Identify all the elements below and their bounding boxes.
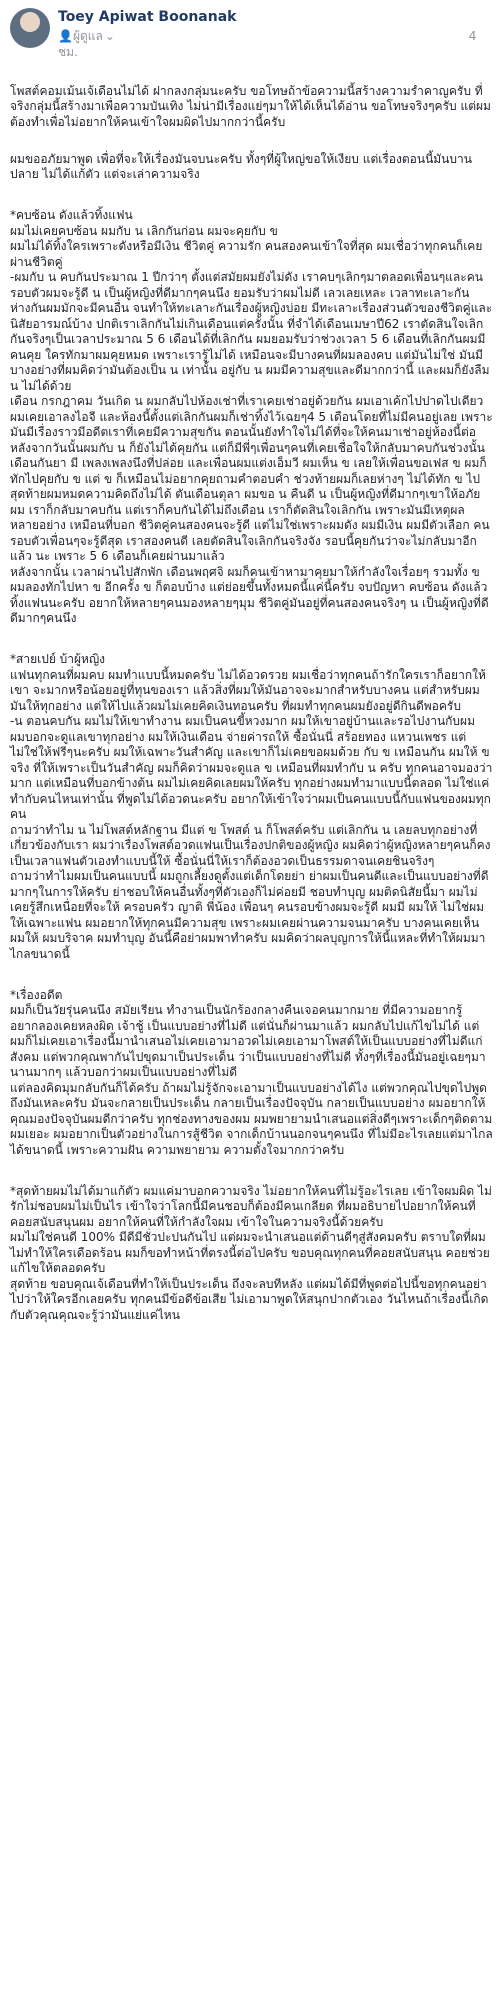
author-meta (58, 8, 493, 60)
admin-icon: 👤 (58, 29, 73, 43)
post-paragraph: โพสต์คอมเม้นเจ้เดือนไม่ได้ ฝากลงกลุ่มนะครับ ขอโทษถ้าข้อความนี้สร้างความรำคาญครับ ที่จริงกลุ่มนี้สร้างมาเพื่อความบันเทิง ไม่น่ามีเรื่องแย่ๆมาให้ได้เห็นได้อ่าน ขอโทษจริงๆครับ แต่ผมต้องทำเพื่อไม่อยากให้คนเข้าใจผมผิดไปมากกว่านี้ครับ (10, 83, 491, 129)
author-avatar[interactable] (10, 8, 50, 48)
post-paragraph: *คบซ้อน ดังแล้วทิ้งแฟน ผมไม่เคยคบซ้อน ผมกับ น เลิกกันก่อน ผมจะคุยกับ ข ผมไม่ได้ทิ้งใครเพราะดังหรือมีเงิน ชีวิตคู่ ความรัก คนสองคนเข้าใจที่สุด ผมเชื่อว่าทุกคนก็เคยผ่านชีวิตคู่ -ผมกับ น คบกันประมาณ 1 ปีกว่าๆ ตั้งแต่สมัยผมยังไม่ดัง เราคบๆเลิกๆมาตลอดเพื่อนๆและคนรอบตัวผมจะรู้ดี น เป็นผู้หญิงที่ดีมากๆคนนึง ยอมรับว่าผมไม่ดี เลวเลยเหละ เวลาทะเลาะกัน ห่างกันผมมักจะมีคนอื่น จนทำให้ทะเลาะกันเรื่องผู้หญิงบ่อย มีทะเลาะเรื่องส่วนตัวของชีวิตคู่และนิสัยอารมณ์บ้าง ปกติเราเลิกกันไม่เกินเดือนแต่ครั้งนั้น ที่จำได้เดือนเมษาปี62 เราตัดสินใจเลิกกันจริงๆเป็นเวลาประมาณ 5 6 เดือนได้ที่เลิกกัน ผมยอมรับว่าช่วงเวลา 5 6 เดือนที่เลิกกันผมมีคนคุย ใครทักมาผมคุยหมด เพราะเรารู้ไม่ได้ เหมือนจะมีบางคนที่ผมลองคบ แต่มันไม่ใช่ มันมีบางอย่างที่ผมคิดว่ามันต้องเป็น น เท่านั้น อยู่กับ น ผมมีความสุขและดีมากกว่านี้ และผมก็ยังลืม น ไม่ได้ด้วย เดือน กรกฎาคม วันเกิด น ผมกลับไปห้องเช่าที่เราเคยเช่าอยู่ด้วยกัน ผมเอาเค้กไปปาดไปเดียวผมเคยเอาลงไอจี และห้องนี้ตั้งแต่เลิกกันผมก็เช่าทิ้งไว้เฉยๆ4 5 เดือนโดยที่ไม่มีคนอยู่เลย เพราะมันมีเรื่องราวมีอดีตเราที่เคยมีความสุขกัน ตอนนั้นยังทำใจไม่ได้ที่จะให้คนมาเช่าอยู่ห้องนี้ต่อ หลังจากวันนั้นผมกับ น ก็ยังไม่ได้คุยกัน แต่ก็มีพี่ๆเพื่อนๆคนที่เคยเชื่อใจให้กลับมาคบกันช่วงนั้นเดือนกันยา มี เพลงเพลงนึงที่ปล่อย และเพื่อนผมแต่งเอ็มวี ผมเห็น ข เลยให้เพื่อนขอเฟส ข ผมก็ทักไปคุยกับ ข แต่ ข ก็เหมือนไม่อยากคุยถามคำตอบคำ ช่วงท้ายผมก็เลยห่างๆ ไม่ได้ทัก ข ไป สุดท้ายผมหมดความคิดถึงไม่ได้ ตันเดือนตุลา ผมขอ น คืนดี น เป็นผู้หญิงที่ดีมากๆเขาให้อภัยผม เราก็กลับมาคบกัน แต่เราก็คบกันได้ไม่ถึงเดือน เราก็ตัดสินใจเลิกกัน เพราะมันมีเหตุผลหลายอย่าง เหมือนที่บอก ชีวิตคู่คนสองคนจะรู้ดี แต่ไม่ใช่เพราะผมดัง ผมมีเงิน ผมมีตัวเลือก คนรอบตัวเพื่อนๆจะรู้ดีสุด เราสองคนดี เลยตัดสินใจเลิกกันจริงจัง รอบนี้คุยกันว่าจะไม่กลับมาอีกแล้ว นะ เพราะ 5 6 เดือนก็เคยผ่านมาแล้ว หลังจากนั้น เวลาผ่านไปสักพัก เดือนพฤศจิ ผมก็คนเข้าหามาคุยมาให้กำลังใจเรื่อยๆ รวมทั้ง ข ผมลองทักไปหา ข อีกครั้ง ข ก็ตอบบ้าง แต่ย่อยขึ้นทั้งหมดนี้แค่นี้ครับ จบปัญหา คบซ้อน ดังแล้วทิ้งแฟนนะครับ อยากให้หลายๆคนมองหลายๆมุม ชีวิตคู่มันอยู่ที่คนสองคนจริงๆ น เป็นผู้หญิงที่ดีดีมากๆคนนึง (10, 208, 493, 625)
role-badge (58, 28, 115, 44)
post-body (10, 68, 493, 1345)
author-subline (58, 28, 493, 60)
post-paragraph: *สายเปย์ บ้าผู้หญิง แฟนทุกคนที่ผมคบ ผมทำแบบนี้หมดครับ ไม่ได้อวดรวย ผมเชื่อว่าทุกคนถ้ารักใครเราก็อยากให้เขา จะมากหรือน้อยอยู่ที่ทุนของเรา แล้วสิ่งที่ผมให้มันอาจจะมากสำหรับบางคน แต่สำหรับผมมันให้ทุกอย่าง แต่ให้ไปแล้วผมไม่เคยคิดเงินทอนครับ ที่ผมทำทุกคนผมยังอยู่ดีกินดีพอครับ -น ตอนคบกัน ผมไม่ให้เขาทำงาน ผมเป็นคนขี้หวงมาก ผมให้เขาอยู่บ้านและรอไปงานกับผม ผมบอกจะดูแลเขาทุกอย่าง ผมให้เงินเดือน จ่ายค่ารถให้ ซื้อนั่นนี่ สร้อยทอง แหวนเพชร แต่ไม่ใช่ให้ฟรีๆนะครับ ผมให้เฉพาะวันสำคัญ และเขาก็ไม่เคยขอผมด้วย กับ ข เหมือนกัน ผมให้ ข จริง ที่ให้เพราะเป็นวันสำคัญ ผมก็คิดว่าผมจะดูแล ข เหมือนที่ผมทำกับ น ครับ ทุกคนอาจมองว่ามาก แต่เหมือนที่บอกข้างต้น ผมไม่เคยคิดเลยผมให้ครับ ทุกอย่างผมทำมาแบบนี้ตลอด ไม่ใช่แค่ทำกับคนไหนเท่านั้น ที่พูดไม่ได้อวดนะครับ อยากให้เข้าใจว่าผมเป็นคนแบบนี้กับแฟนของผมทุกคน ถามว่าทำไม น ไม่โพสต์หลักฐาน มีแต่ ข โพสต์ น ก็โพสต์ครับ แต่เลิกกัน น เลยลบทุกอย่างที่เกี่ยวข้องกับเรา ผมว่าเรื่องโพสต์อวดแฟนเป็นเรื่องปกติของผู้หญิง ผมคิดว่าผู้หญิงหลายๆคนก็คงเป็นเวลาแฟนตัวเองทำแบบนี้ให้ ซื้อนั่นนี่ให้เราก็ต้องอวดเป็นธรรมดาจนเคยชินจริงๆ ถามว่าทำไมผมเป็นคนแบบนี้ ผมถูกเลี้ยงดูตั้งแต่เด็กโดยย่า ย่าผมเป็นคนดีและเป็นแบบอย่างที่ดีมากๆในการให้ครับ ย่าชอบให้คนอื่นทั้งๆที่ตัวเองก็ไม่ค่อยมี ชอบทำบุญ ผมติดนิสัยนี้มา ผมไม่เคยรู้สึกเหนื่อยที่จะให้ ครอบครัว ญาติ พี่น้อง เพื่อนๆ คนรอบข้างผมจะรู้ดี ผมมี ผมให้ ไม่ใช่ผมให้เฉพาะแฟน ผมอยากให้ทุกคนมีความสุข เพราะผมเคยผ่านความจนมาครับ บางคนเคยเห็นผมให้ ผมบริจาค ผมทำบุญ อันนี้คือย่าผมพาทำครับ ผมคิดว่าผลบุญการให้นี้แหละที่ทำให้ผมมาไกลขนาดนี้ (10, 652, 493, 961)
author-name[interactable]: Toey Apiwat Boonanak (58, 9, 237, 25)
post-time[interactable]: 4 ชม. (58, 29, 477, 59)
post-header (10, 8, 493, 68)
post-paragraph: *สุดท้ายผมไม่ได้มาแก้ตัว ผมแค่มาบอกความจริง ไม่อยากให้คนที่ไม่รู้อะไรเลย เข้าใจผมผิด ไม่รักไม่ชอบผมไม่เป็นไร เข้าใจว่าโลกนี้มีคนชอบก็ต้องมีคนเกลียด ที่ผมอธิบายไปอยากให้คนที่คอยสนับสนุนผม อยากให้คนที่ให้กำลังใจผม เข้าใจในความจริงนี้ด้วยครับ ผมไม่ใช่คนดี 100% มีดีมีชั่วปะปนกันไป แต่ผมจะนำเสนอแต่ด้านดีๆสู่สังคมครับ ตราบใดที่ผมไม่ทำให้ใครเดือดร้อน ผมก็ขอทำหน้าที่ตรงนี้ต่อไปครับ ขอบคุณทุกคนที่คอยสนับสนุน คอยช่วยแก้ไขให้ตลอดครับ สุดท้าย ขอบคุณเจ้เดือนที่ทำให้เป็นประเด็น ถึงจะลบทีหลัง แต่ผมได้มีที่พูดต่อไปนี้ขอทุกคนอย่าไปว่าให้ใครอีกเลยครับ ทุกคนมีข้อดีข้อเสีย ไม่เอามาพูดให้สนุกปากตัวเอง วันไหนถ้าเรื่องนี้เกิดกับตัวคุณคุณจะรู้ว่ามันแย่แค่ไหน (10, 1183, 492, 1322)
post-paragraph: *เรื่องอดีต ผมก็เป็นวัยรุ่นคนนึง สมัยเรียน ทำงานเป็นนักร้องกลางคืนเจอคนมากมาย ที่มีความอยากรู้ อยากลองเคยหลงผิด เจ้าชู้ เป็นแบบอย่างที่ไม่ดี แต่นั่นก็ผ่านมาแล้ว ผมกลับไปแก้ไขไม่ได้ แต่ผมก็ไม่เคยเอาเรื่องนี้มานำเสนอไม่เคยเอามาอวดไม่เคยเอามาโพสต์ให้เป็นแบบอย่างที่ไม่ดีแก่สังคม แต่พวกคุณพากันไปขุดมาเป็นประเด็น ว่าเป็นแบบอย่างที่ไม่ดี ทั้งๆที่เรื่องนี้มันอยู่เฉยๆมานานมากๆ แล้วบอกว่าผมเป็นแบบอย่างที่ไม่ดี แต่ลองคิดมุมกลับกันก็ได้ครับ ถ้าผมไม่รู้จักจะเอามาเป็นแบบอย่างได้ไง แต่พวกคุณไปขุดไปพูดถึงมันเหละครับ มันจะกลายเป็นประเด็น กลายเป็นเรื่องปัจจุบัน กลายเป็นแบบอย่าง ผมอยากให้คุณมองปัจจุบันผมดีกว่าครับ ทุกช่องทางของผม ผมพยายามนำเสนอแต่สิ่งดีๆเพราะเด็กๆติดตามผมเยอะ ผมอยากเป็นตัวอย่างในการสู้ชีวิต จากเด็กบ้านนอกจนๆคนนึง ที่ไม่มีอะไรเลยแต่มาไกลได้ขนาดนี้ เพราะความฝัน ความพยายาม ความตั้งใจมากกว่าครับ (10, 987, 493, 1157)
chevron-down-icon[interactable]: ⌄ (104, 29, 115, 43)
post-paragraph: ผมขออภัยมาพูด เพื่อที่จะให้เรื่องมันจบนะครับ ทั้งๆที่ผู้ใหญ่ขอให้เงียบ แต่เรื่องตอนนี้มันบานปลาย ไม่ได้แก้ตัว แต่จะเล่าความจริง (10, 151, 472, 181)
role-label: ผู้ดูแล (72, 29, 103, 43)
